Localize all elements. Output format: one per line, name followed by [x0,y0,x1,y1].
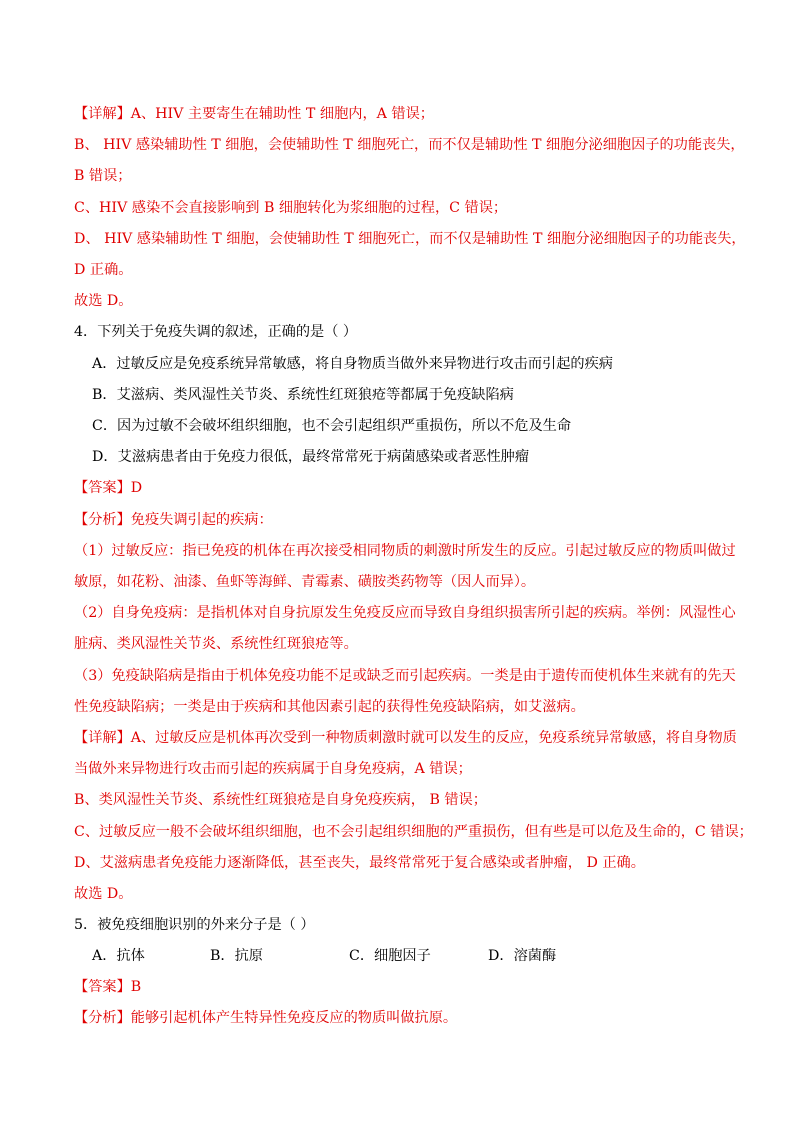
conclusion-line: 故选 D。 [74,886,133,902]
question-5-option-d: D．溶菌酶 [488,948,557,964]
analysis-line: 【分析】能够引起机体产生特异性免疫反应的物质叫做抗原。 [74,1010,458,1026]
explanation-line: 当做外来异物进行攻击而引起的疾病属于自身免疫病，A 错误； [74,761,472,777]
explanation-line: D、 HIV 感染辅助性 T 细胞，会使辅助性 T 细胞死亡，而不仅是辅助性 T 细胞分泌细胞因子的功能丧失， [74,231,746,247]
explanation-line: B 错误； [74,168,132,184]
question-4-option-c: C．因为过敏不会破坏组织细胞，也不会引起组织严重损伤，所以不危及生命 [92,418,572,434]
explanation-line: B、类风湿性关节炎、系统性红斑狼疮是自身免疫疾病， B 错误； [74,792,487,808]
explanation-line: D、艾滋病患者免疫能力逐渐降低，甚至丧失，最终常常死于复合感染或者肿瘤， D 正确。 [74,855,645,871]
question-5-stem: 5．被免疫细胞识别的外来分子是（ ） [74,917,315,933]
question-4-option-a: A．过敏反应是免疫系统异常敏感，将自身物质当做外来异物进行攻击而引起的疾病 [92,356,613,372]
analysis-line: （2）自身免疫病：是指机体对自身抗原发生免疫反应而导致自身组织损害所引起的疾病。举例：风湿性心 [74,605,736,621]
conclusion-line: 故选 D。 [74,293,133,309]
explanation-line: D 正确。 [74,262,133,278]
explanation-line: C、HIV 感染不会直接影响到 B 细胞转化为浆细胞的过程，C 错误； [74,200,508,216]
question-5-option-c: C．细胞因子 [349,948,431,964]
analysis-line: 性免疫缺陷病；一类是由于疾病和其他因素引起的获得性免疫缺陷病，如艾滋病。 [74,699,585,715]
analysis-line: 敏原，如花粉、油漆、鱼虾等海鲜、青霉素、磺胺类药物等（因人而异）。 [74,574,536,590]
analysis-line: 脏病、类风湿性关节炎、系统性红斑狼疮等。 [74,636,358,652]
question-4-option-d: D．艾滋病患者由于免疫力很低，最终常常死于病菌感染或者恶性肿瘤 [92,449,530,465]
analysis-line: 【分析】免疫失调引起的疾病： [74,512,273,528]
question-4-stem: 4．下列关于免疫失调的叙述，正确的是（ ） [74,324,358,340]
explanation-line: 【详解】A、过敏反应是机体再次受到一种物质刺激时就可以发生的反应，免疫系统异常敏感，将自身物质 [74,730,737,746]
explanation-line: C、过敏反应一般不会破坏组织细胞，也不会引起组织细胞的严重损伤，但有些是可以危及生命的，C 错误； [74,824,753,840]
answer-label: 【答案】D [74,480,143,496]
answer-label: 【答案】B [74,979,142,995]
analysis-line: （3）免疫缺陷病是指由于机体免疫功能不足或缺乏而引起疾病。一类是由于遗传而使机体生来就有的先天 [74,668,736,684]
explanation-line: 【详解】A、HIV 主要寄生在辅助性 T 细胞内，A 错误； [74,106,434,122]
question-5-option-a: A．抗体 [92,948,145,964]
explanation-line: B、 HIV 感染辅助性 T 细胞，会使辅助性 T 细胞死亡，而不仅是辅助性 T 细胞分泌细胞因子的功能丧失， [74,137,745,153]
question-4-option-b: B．艾滋病、类风湿性关节炎、系统性红斑狼疮等都属于免疫缺陷病 [92,387,514,403]
analysis-line: （1）过敏反应：指已免疫的机体在再次接受相同物质的刺激时所发生的反应。引起过敏反应的物质叫做过 [74,543,736,559]
question-5-option-b: B．抗原 [210,948,263,964]
